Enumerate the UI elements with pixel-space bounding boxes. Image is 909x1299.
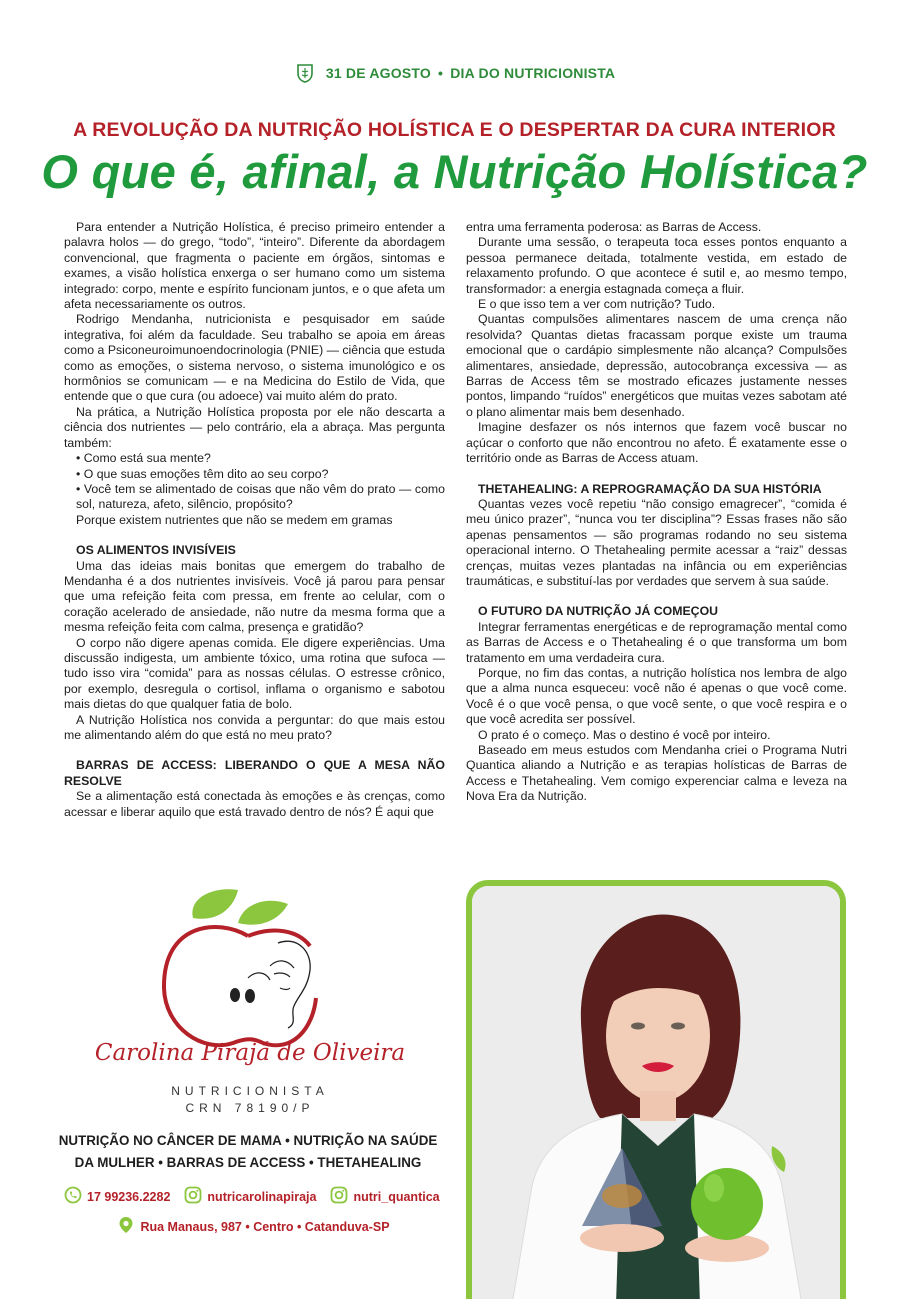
paragraph: entra uma ferramenta poderosa: as Barras de Access. [466,220,762,234]
phone-number: 17 99236.2282 [87,1189,171,1204]
paragraph: Integrar ferramentas energéticas e de reprogramação mental como as Barras de Access e o Thetahealing é o que transforma um bom tratamento em uma verdadeira cura. [466,619,847,665]
instagram-icon [330,1186,348,1207]
brand-role: NUTRICIONISTA [171,1084,329,1098]
whatsapp-icon [64,1186,82,1207]
instagram-handle: nutri_quantica [353,1189,440,1204]
section-heading: O FUTURO DA NUTRIÇÃO JÁ COMEÇOU [478,604,719,619]
address-row [64,1216,444,1237]
bullet-item: • Você tem se alimentado de coisas que não vêm do prato — como sol, natureza, afeto, silêncio, propósito? [76,481,445,512]
instagram-icon [184,1186,202,1207]
instagram-contact-1[interactable] [184,1186,316,1207]
services-list [48,1130,448,1174]
section-heading: THETAHEALING: A REPROGRAMAÇÃO DA SUA HISTÓRIA [478,481,822,496]
article-column-1 [64,220,445,820]
kicker: A REVOLUÇÃO DA NUTRIÇÃO HOLÍSTICA E O DESPERTAR DA CURA INTERIOR [73,119,836,141]
date-text: 31 DE AGOSTO [325,65,431,82]
brand-name: Carolina Pirajá de Oliveira [94,1040,406,1066]
bullet-item: • O que suas emoções têm dito ao seu corpo? [76,466,329,481]
services-line: NUTRIÇÃO NO CÂNCER DE MAMA • NUTRIÇÃO NA SAÚDE [58,1133,438,1148]
bullet-item: • Como está sua mente? [76,451,211,466]
location-pin-icon [118,1216,134,1237]
paragraph: Porque, no fim das contas, a nutrição holística nos lembra de algo que a alma nunca esqueceu: você não é apenas o que você come. Você é o que você pensa, o que você sente, o que você respira e o que você acredita ser possível. [466,665,847,727]
paragraph: Uma das ideias mais bonitas que emergem do trabalho de Mendanha é a dos nutrientes invisíveis. Você já parou para pensar que uma refeição feita com pressa, em frente ao celular, com o coração acelerado de ansiedade, não nutre da mesma forma que a mesma refeição feita com calma, presença e gratidão? [64,558,445,635]
paragraph: Se a alimentação está conectada às emoções e às crenças, como acessar e liberar aquilo que está travado dentro de nós? É aqui que [64,789,445,819]
contact-row [64,1186,444,1207]
paragraph: Durante uma sessão, o terapeuta toca esses pontos enquanto a pessoa permanece deitada, totalmente vestida, em estado de relaxamento profundo. O que acontece é sutil e, ao mesmo tempo, transformador: a energia estagnada começa a fluir. [466,235,847,296]
brand-crn: CRN 78190/P [185,1101,315,1115]
paragraph: Porque existem nutrientes que não se medem em gramas [76,512,393,527]
date-separator: • [438,65,444,82]
section-heading: OS ALIMENTOS INVISÍVEIS [76,543,236,558]
portrait-photo [466,880,846,1299]
paragraph: A Nutrição Holística nos convida a perguntar: do que mais estou me alimentando além do que está no meu prato? [64,712,445,742]
instagram-contact-2[interactable] [330,1186,439,1207]
services-line: DA MULHER • BARRAS DE ACCESS • THETAHEALING [74,1155,422,1170]
paragraph: Imagine desfazer os nós internos que fazem você buscar no açúcar o conforto que não encontrou no afeto. É exatamente esse o território onde as Barras de Access atuam. [466,420,847,466]
occasion-text: DIA DO NUTRICIONISTA [450,65,616,82]
paragraph: O corpo não digere apenas comida. Ele digere experiências. Uma discussão indigesta, um ambiente tóxico, uma rotina que sufoca — tudo isso vira “comida” para as nossas células. O estresse crônico, por exemplo, desregula o cortisol, inflama o organismo e sabotou mais dietas do que qualquer fatia de bolo. [64,635,445,712]
phone-contact[interactable] [64,1186,170,1207]
paragraph: O prato é o começo. Mas o destino é você por inteiro. [478,727,771,742]
article-column-2 [466,220,847,805]
paragraph: Quantas compulsões alimentares nascem de uma crença não resolvida? Quantas dietas fracassam porque existe um trauma emocional que o cardápio simplesmente não alcança? Compulsões alimentares, ansiedade, depressão, autocobrança excessiva — as Barras de Access têm se mostrado eficazes justamente nesses pontos, limpando “ruídos” energéticos que muitas vezes sabotam até o plano alimentar mais bem desenhado. [466,312,847,419]
address-text: Rua Manaus, 987 • Centro • Catanduva-SP [140,1219,390,1234]
headline: O que é, afinal, a Nutrição Holística? [41,145,868,198]
paragraph: Na prática, a Nutrição Holística proposta por ele não descarta a ciência dos nutrientes — pelo contrário, ela a abraça. Mas pergunta também: [64,404,445,450]
instagram-handle: nutricarolinapiraja [207,1189,317,1204]
paragraph: Para entender a Nutrição Holística, é preciso primeiro entender a palavra holos — do grego, “todo”, “inteiro”. Diferente da abordagem convencional, que fragmenta o paciente em órgãos, sintomas e exames, a visão holística enxerga o ser humano como um sistema integrado: corpo, mente e espírito funcionam juntos, e o que afeta um afeta necessariamente os outros. [64,220,445,312]
paragraph: Quantas vezes você repetiu “não consigo emagrecer”, “comida é meu único prazer”, “nunca vou ter disciplina”? Essas frases não são apenas pensamentos — são programas rodando no seu sistema operacional interno. O Thetahealing permite acessar a “raiz” dessas crenças, muitas vezes plantadas na infância ou em experiências traumáticas, e substituí-las por verdades que servem à sua saúde. [466,496,847,588]
section-heading: BARRAS DE ACCESS: LIBERANDO O QUE A MESA NÃO RESOLVE [64,758,445,788]
paragraph: E o que isso tem a ver com nutrição? Tudo. [478,297,716,312]
emblem-icon [294,62,316,87]
date-strip [0,62,909,87]
paragraph: Baseado em meus estudos com Mendanha criei o Programa Nutri Quantica aliando a Nutrição e as terapias holísticas de Barras de Access e Thetahealing. Vem comigo experenciar calma e leveza na Nova Era da Nutrição. [466,743,847,804]
paragraph: Rodrigo Mendanha, nutricionista e pesquisador em saúde integrativa, foi além da faculdade. Seu trabalho se apoia em áreas como a Psiconeuroimunoendocrinologia (PNIE) — ciência que estuda como as emoções, o sistema nervoso, o sistema imunológico e os hormônios se comunicam — e na Medicina do Estilo de Vida, que entende que o que cura (ou adoece) vai muito além do prato. [64,312,445,404]
